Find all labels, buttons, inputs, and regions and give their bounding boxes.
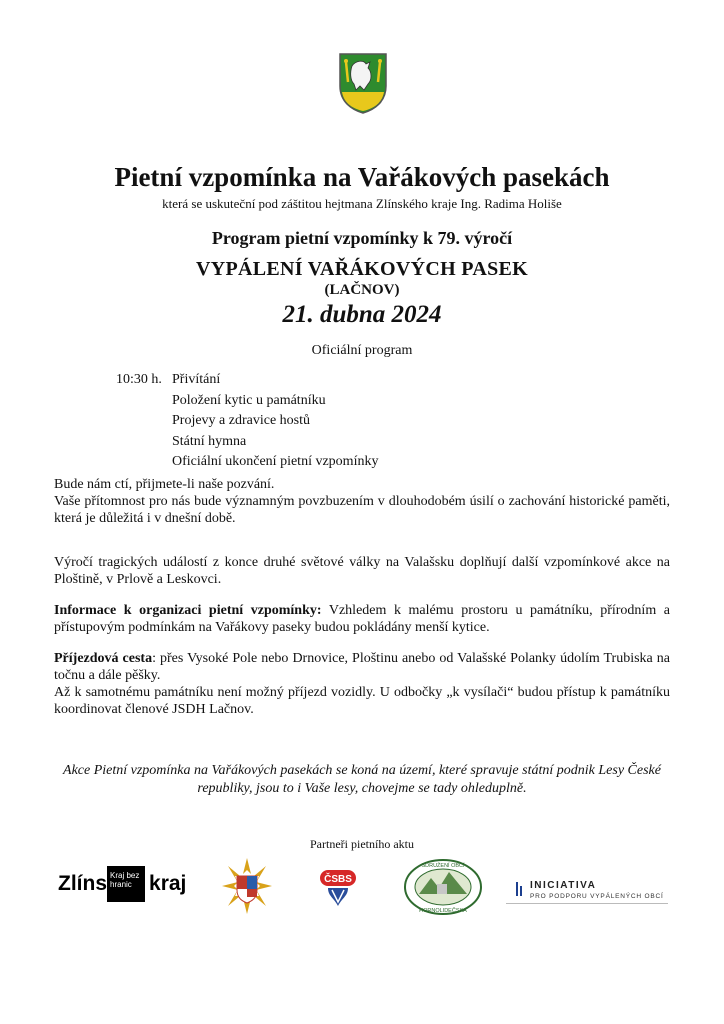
invitation-paragraph bbox=[54, 476, 670, 527]
iniciativa-word: INICIATIVA bbox=[530, 880, 597, 891]
fire-rescue-emblem-icon bbox=[222, 858, 272, 914]
list-item bbox=[116, 432, 378, 453]
invitation-text: Vaše přítomnost pro nás bude významným povzbuzením v dlouhodobém úsilí o zachování historické paměti, která je důležitá i v dnešní době. bbox=[54, 494, 670, 526]
program-item: Státní hymna bbox=[172, 433, 247, 449]
csbs-logo-icon bbox=[318, 866, 358, 910]
access-text: : přes Vysoké Pole nebo Drnovice, Ploštinu anebo od Valašské Polanky údolím Trubiska na točnu a dále pěšky. bbox=[54, 651, 671, 683]
zlinsky-logo-tagline: Kraj bez hranic bbox=[107, 866, 145, 902]
list-item bbox=[116, 370, 378, 391]
access-paragraph bbox=[54, 650, 670, 718]
program-item: Projevy a zdravice hostů bbox=[172, 413, 311, 428]
sdruzeni-bottom-text: HORNOLIDEČSKA bbox=[419, 908, 467, 914]
invitation-line: Bude nám ctí, přijmete-li naše pozvání. bbox=[54, 477, 275, 492]
iniciativa-sub: PRO PODPORU VYPÁLENÝCH OBCÍ bbox=[530, 893, 664, 900]
access-label: Příjezdová cesta bbox=[54, 651, 153, 666]
official-program-heading: Oficiální program bbox=[311, 343, 413, 358]
list-item bbox=[116, 391, 378, 412]
forest-note: Akce Pietní vzpomínka na Vařákových pasekách se koná na území, které spravuje státní podnik Lesy České republiky, jsou to i Vaše lesy, chovejme se tady ohleduplně. bbox=[63, 763, 661, 796]
organization-text: Vzhledem k malému prostoru u památníku, přírodním a přístupovým podmínkám na Vařákovy paseky budou pokládány menší kytice. bbox=[54, 603, 670, 635]
program-item: Oficiální ukončení pietní vzpomínky bbox=[172, 454, 379, 469]
access-note: Až k samotnému památníku není možný příjezd vozidly. U odbočky „k vysílači“ budou přístup k památníku koordinovat členové JSDH Lačnov. bbox=[54, 685, 670, 717]
list-item bbox=[116, 411, 378, 432]
event-date: 21. dubna 2024 bbox=[282, 301, 442, 328]
iniciativa-divider bbox=[506, 903, 668, 904]
program-list bbox=[116, 370, 378, 473]
iniciativa-logo bbox=[506, 878, 668, 908]
program-heading: Program pietní vzpomínky k 79. výročí bbox=[211, 228, 513, 248]
program-item: Přivítání bbox=[172, 372, 221, 387]
anniversary-paragraph: Výročí tragických událostí z konce druhé světové války na Valašsku doplňují další vzpomínkové akce na Ploštině, v Prlově a Leskovci. bbox=[54, 555, 670, 587]
organization-paragraph bbox=[54, 602, 670, 636]
event-title: VYPÁLENÍ VAŘÁKOVÝCH PASEK bbox=[196, 258, 528, 280]
zlinsky-kraj-logo bbox=[58, 866, 186, 902]
page-title: Pietní vzpomínka na Vařákových pasekách bbox=[114, 162, 610, 192]
municipal-crest-icon bbox=[338, 52, 388, 114]
program-time: 10:30 h. bbox=[116, 372, 162, 387]
csbs-logo-text: ČSBS bbox=[324, 874, 352, 885]
zlinsky-logo-left: Zlíns bbox=[58, 872, 108, 895]
program-item: Položení kytic u památníku bbox=[172, 392, 326, 408]
list-item bbox=[116, 452, 378, 473]
iniciativa-bars-icon bbox=[516, 882, 522, 896]
organization-label: Informace k organizaci pietní vzpomínky: bbox=[54, 603, 322, 618]
page-subtitle: která se uskuteční pod záštitou hejtmana Zlínského kraje Ing. Radima Holiše bbox=[162, 196, 562, 211]
sdruzeni-obci-logo-icon bbox=[403, 858, 483, 916]
event-place: (LAČNOV) bbox=[324, 282, 400, 298]
partners-heading: Partneři pietního aktu bbox=[310, 837, 414, 851]
zlinsky-logo-right: kraj bbox=[149, 872, 187, 895]
sdruzeni-top-text: SDRUŽENÍ OBCÍ bbox=[421, 863, 465, 869]
